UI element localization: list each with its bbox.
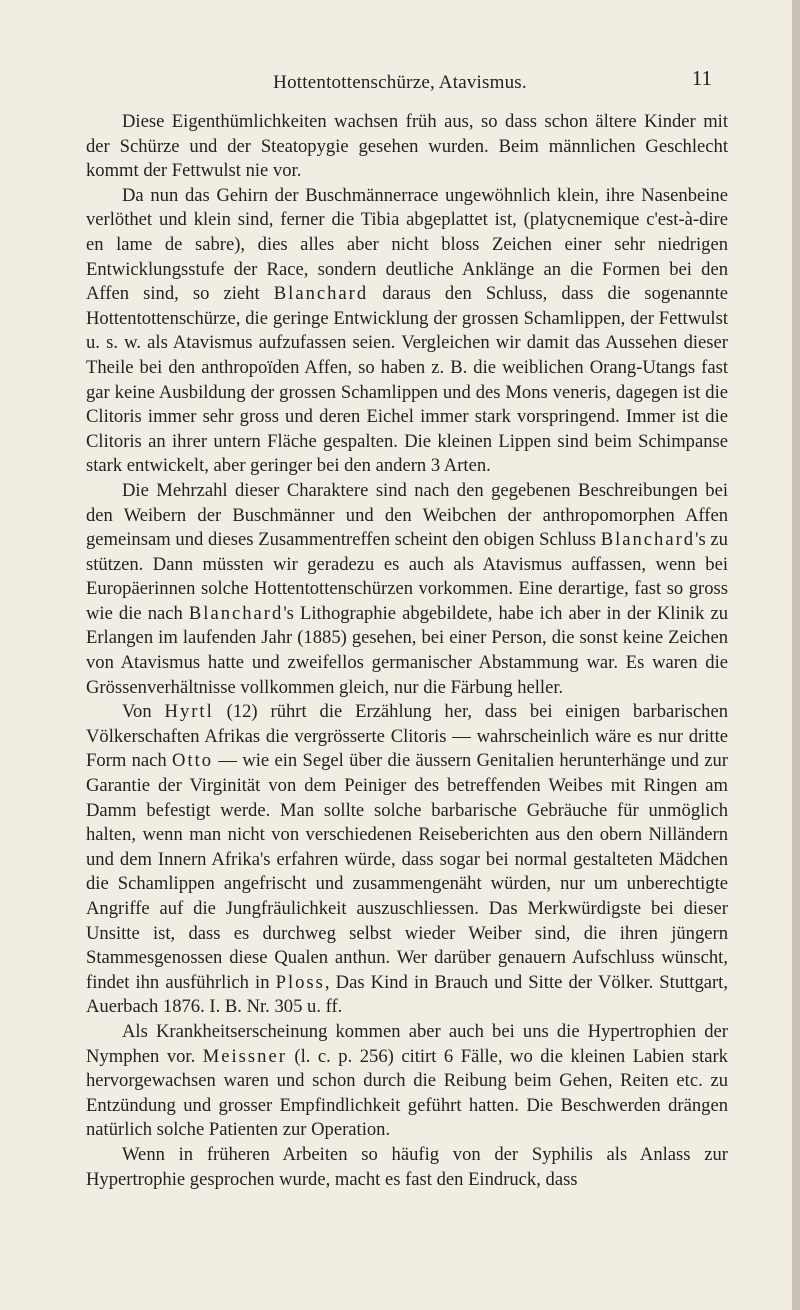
text-run: Da nun das Gehirn der Buschmännerrace ungewöhnlich klein, ihre Nasenbeine verlöthet und klein sind, ferner die Tibia abgeplattet ist, (platycnemique c'est-à-dire en lame de sabre), dies alles aber nicht bloss Zeichen einer sehr niedrigen Entwicklungsstufe der Race, sondern deutliche Anklänge an die Formen bei den Affen sind, so zieht xyxy=(86,184,728,305)
paragraph xyxy=(86,479,728,700)
text-run: , Das Kind in Brauch und Sitte der Völker. Stuttgart, Auerbach 1876. I. B. Nr. 305 u. ff. xyxy=(86,971,728,1018)
author-name: Blanchard xyxy=(273,283,369,305)
author-name: Ploss xyxy=(275,971,325,993)
text-run: — wie ein Segel über die äussern Genitalien herunterhänge und zur Garantie der Virginität von dem Peiniger des betreffenden Weibes mit Ringen am Damm befestigt werde. Man sollte solche barbarische Gebräuche für unmöglich halten, wenn man nicht von verschiedenen Reiseberichten aus den obern Nilländern und dem Innern Afrika's erfahren würde, dass sogar bei normal gestalteten Mädchen die Schamlippen angefrischt und zusammengenäht würden, nur um unberechtigte Angriffe auf die Jungfräulichkeit auszuschliessen. Das Merkwürdigste bei dieser Unsitte ist, dass es durchweg selbst wieder Weiber sind, die ihren jüngern Stammesgenossen diese Qualen anthun. Wer darüber genauern Aufschluss wünscht, findet ihn ausführlich in xyxy=(86,750,728,993)
text-run: 's zu stützen. Dann müssten wir geradezu es auch als Atavismus auffassen, wenn bei Europäerinnen solche Hottentottenschürzen vorkommen. Eine derartige, fast so gross wie die nach xyxy=(86,529,728,624)
text-run: Wenn in früheren Arbeiten so häufig von der Syphilis als Anlass zur Hypertrophie gesprochen wurde, macht es fast den Eindruck, dass xyxy=(86,1143,728,1190)
paragraph xyxy=(86,184,728,479)
page-edge xyxy=(792,0,800,1310)
text-run: Als Krankheitserscheinung kommen aber auch bei uns die Hypertrophien der Nymphen vor. xyxy=(86,1020,728,1067)
body-text xyxy=(86,110,728,1192)
text-run: Diese Eigenthümlichkeiten wachsen früh aus, so dass schon ältere Kinder mit der Schürze und der Steatopygie gesehen wurden. Beim männlichen Geschlecht kommt der Fettwulst nie vor. xyxy=(86,111,728,182)
text-run: (l. c. p. 256) citirt 6 Fälle, wo die kleinen Labien stark hervorgewachsen waren und schon durch die Reibung beim Gehen, Reiten etc. zu Entzündung und grosser Empfindlichkeit geführt hatten. Die Beschwerden drängen natürlich solche Patienten zur Operation. xyxy=(86,1045,728,1141)
author-name: Blanchard xyxy=(600,529,696,551)
paragraph xyxy=(86,700,728,1020)
page-number: 11 xyxy=(691,66,712,90)
paragraph xyxy=(86,1143,728,1192)
author-name: Otto xyxy=(172,750,214,772)
text-run: 's Lithographie abgebildete, habe ich aber in der Klinik zu Erlangen im laufenden Jahr (1885) gesehen, bei einer Person, die sonst keine Zeichen von Atavismus hatte und zweifellos germanischer Abstammung war. Es waren die Grössenverhältnisse vollkommen gleich, nur die Färbung heller. xyxy=(86,602,729,698)
text-run: Die Mehrzahl dieser Charaktere sind nach den gegebenen Beschreibungen bei den Weibern der Buschmänner und den Weibchen der anthropomorphen Affen gemeinsam und dieses Zusammentreffen scheint den obigen Schluss xyxy=(86,479,728,551)
author-name: Meissner xyxy=(202,1045,287,1067)
text-run: Von xyxy=(122,701,165,723)
running-head: Hottentottenschürze, Atavismus. xyxy=(273,72,527,93)
page-header xyxy=(0,60,800,94)
paragraph xyxy=(86,110,728,184)
paragraph xyxy=(86,1020,728,1143)
author-name: Blanchard xyxy=(188,602,284,624)
author-name: Hyrtl xyxy=(164,701,214,723)
text-run: daraus den Schluss, dass die sogenannte Hottentottenschürze, die geringe Entwicklung der grossen Schamlippen, der Fettwulst u. s. w. als Atavismus aufzufassen seien. Vergleichen wir damit das Aussehen dieser Theile bei den anthropoïden Affen, so haben z. B. die weiblichen Orang-Utangs fast gar keine Ausbildung der grossen Schamlippen und des Mons veneris, dagegen ist die Clitoris immer sehr gross und deren Eichel immer stark vorspringend. Immer ist die Clitoris an ihrer untern Fläche gespalten. Die kleinen Lippen sind beim Schimpanse stark entwickelt, aber geringer bei den andern 3 Arten. xyxy=(86,283,729,477)
text-run: (12) rührt die Erzählung her, dass bei einigen barbarischen Völkerschaften Afrikas die vergrösserte Clitoris — wahrscheinlich wäre es nur dritte Form nach xyxy=(86,701,728,772)
